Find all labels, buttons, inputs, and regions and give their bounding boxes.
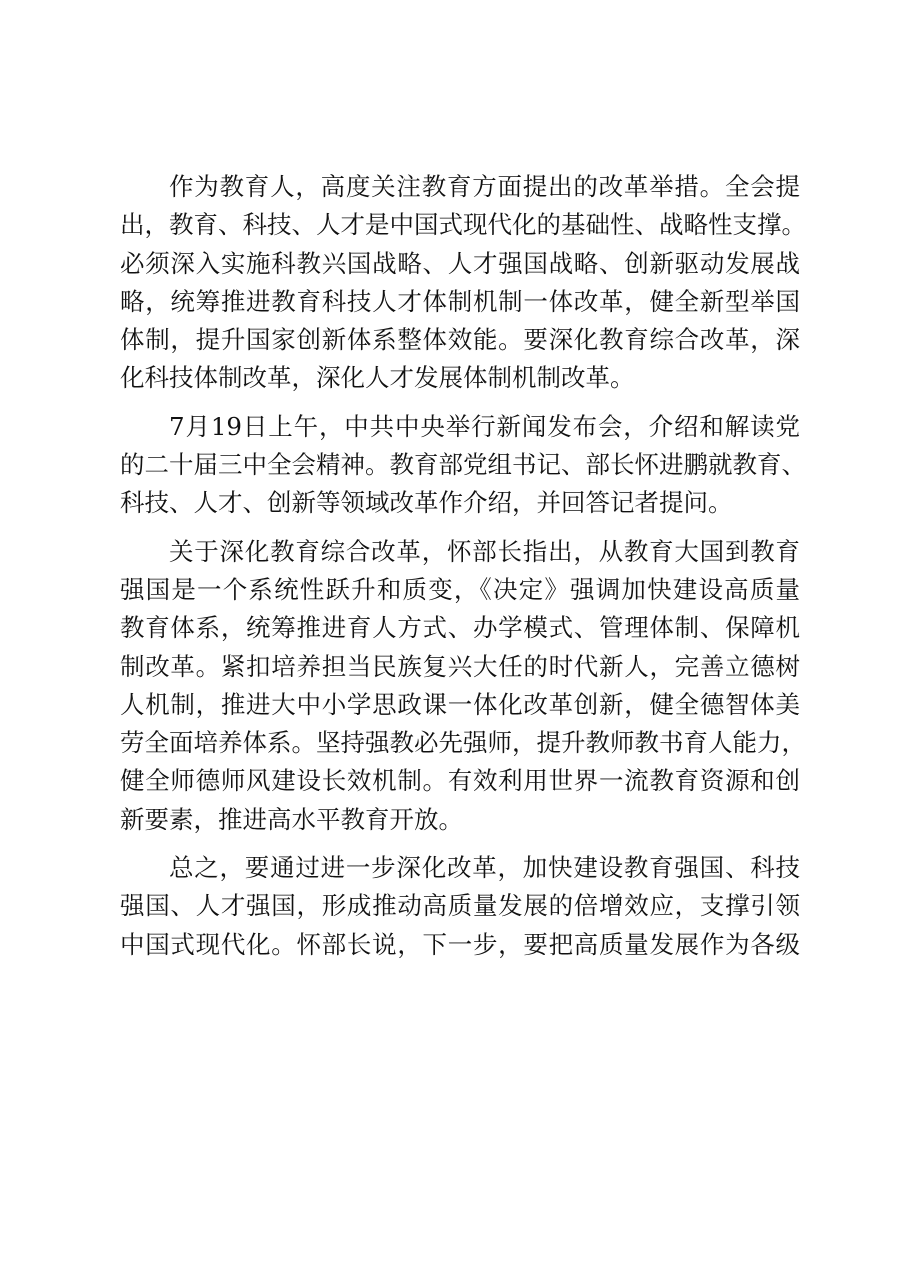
text-line: 化科技体制改革，深化人才发展体制机制改革。 [120, 363, 635, 393]
paragraph [120, 408, 806, 523]
text-line: 出，教育、科技、人才是中国式现代化的基础性、战略性支撑。 [120, 210, 806, 240]
text-line: 总之，要通过进一步深化改革，加快建设教育强国、科技 [169, 853, 800, 883]
text-line: 中国式现代化。怀部长说，下一步，要把高质量发展作为各级 [120, 929, 800, 959]
text-line: 新要素，推进高水平教育开放。 [120, 804, 463, 834]
text-line: 教育体系，统筹推进育人方式、办学模式、管理体制、保障机 [120, 613, 800, 643]
text-line: 的二十届三中全会精神。教育部党组书记、部长怀进鹏就教育、 [120, 450, 806, 480]
paragraph [120, 533, 806, 839]
text-line: 科技、人才、创新等领域改革作介绍，并回答记者提问。 [120, 488, 733, 518]
text-line: 作为教育人，高度关注教育方面提出的改革举措。全会提 [169, 172, 800, 201]
text-line: 7月19日上午，中共中央举行新闻发布会，介绍和解读党 [169, 411, 800, 441]
text-line: 必须深入实施科教兴国战略、人才强国战略、创新驱动发展战 [120, 248, 800, 278]
text-line: 制改革。紧扣培养担当民族复兴大任的时代新人，完善立德树 [120, 651, 800, 681]
text-line: 人机制，推进大中小学思政课一体化改革创新，健全德智体美 [120, 689, 800, 719]
text-line: 劳全面培养体系。坚持强教必先强师，提升教师教书育人能力， [120, 728, 806, 758]
document-body [120, 168, 806, 964]
paragraph [120, 168, 806, 398]
text-line: 强国、人才强国，形成推动高质量发展的倍增效应，支撑引领 [120, 891, 800, 921]
text-line: 关于深化教育综合改革，怀部长指出，从教育大国到教育 [169, 536, 800, 566]
text-line: 强国是一个系统性跃升和质变，《决定》强调加快建设高质量 [120, 574, 800, 604]
text-line: 健全师德师风建设长效机制。有效利用世界一流教育资源和创 [120, 766, 800, 796]
text-line: 体制，提升国家创新体系整体效能。要深化教育综合改革，深 [120, 325, 800, 355]
paragraph [120, 849, 800, 964]
text-line: 略，统筹推进教育科技人才体制机制一体改革，健全新型举国 [120, 286, 800, 316]
